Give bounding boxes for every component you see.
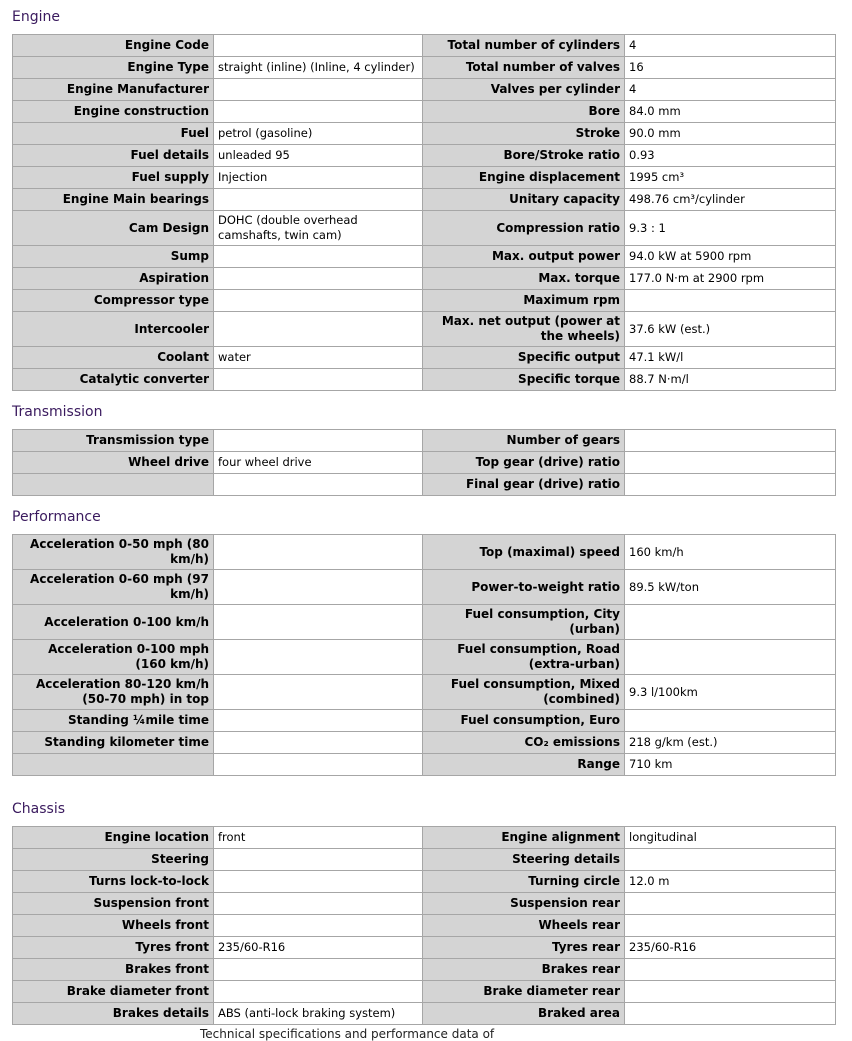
table-row	[13, 246, 836, 268]
spec-value	[214, 754, 423, 776]
spec-label: Power-to-weight ratio	[423, 570, 625, 605]
spec-value	[214, 101, 423, 123]
spec-label: Aspiration	[13, 268, 214, 290]
spec-label: Stroke	[423, 123, 625, 145]
spec-value: 235/60-R16	[214, 937, 423, 959]
spec-value	[214, 605, 423, 640]
spec-label: Engine Type	[13, 57, 214, 79]
spec-value: 47.1 kW/l	[625, 347, 836, 369]
spec-value	[214, 915, 423, 937]
spec-value	[214, 369, 423, 391]
spec-label: Acceleration 0-100 mph (160 km/h)	[13, 640, 214, 675]
spec-value	[214, 849, 423, 871]
spec-label: Fuel consumption, Mixed (combined)	[423, 675, 625, 710]
spec-label: Total number of valves	[423, 57, 625, 79]
spec-value	[214, 312, 423, 347]
spec-label: Sump	[13, 246, 214, 268]
table-row	[13, 430, 836, 452]
spec-label: Intercooler	[13, 312, 214, 347]
table-row	[13, 710, 836, 732]
spec-value	[214, 871, 423, 893]
spec-label: Total number of cylinders	[423, 35, 625, 57]
spec-value	[214, 535, 423, 570]
spec-value	[625, 1003, 836, 1025]
table-row	[13, 675, 836, 710]
spec-value: 498.76 cm³/cylinder	[625, 189, 836, 211]
table-row	[13, 827, 836, 849]
spec-label: Catalytic converter	[13, 369, 214, 391]
spec-value	[625, 290, 836, 312]
spec-value: water	[214, 347, 423, 369]
spec-label: Suspension rear	[423, 893, 625, 915]
spec-value	[214, 710, 423, 732]
spec-label: Top (maximal) speed	[423, 535, 625, 570]
spec-value: straight (inline) (Inline, 4 cylinder)	[214, 57, 423, 79]
spec-value	[214, 189, 423, 211]
chassis-heading: Chassis	[12, 801, 65, 817]
spec-label: Wheels front	[13, 915, 214, 937]
table-row	[13, 959, 836, 981]
spec-label: Fuel details	[13, 145, 214, 167]
spec-value: 94.0 kW at 5900 rpm	[625, 246, 836, 268]
spec-value	[214, 430, 423, 452]
spec-label	[13, 474, 214, 496]
spec-value: 235/60-R16	[625, 937, 836, 959]
chassis-table	[12, 826, 836, 1025]
spec-label: Bore/Stroke ratio	[423, 145, 625, 167]
spec-label: Maximum rpm	[423, 290, 625, 312]
table-row	[13, 268, 836, 290]
spec-label: Compression ratio	[423, 211, 625, 246]
spec-label: Transmission type	[13, 430, 214, 452]
table-row	[13, 145, 836, 167]
spec-value: DOHC (double overhead camshafts, twin cam)	[214, 211, 423, 246]
spec-label: Brakes front	[13, 959, 214, 981]
spec-value: 4	[625, 79, 836, 101]
transmission-heading: Transmission	[12, 404, 103, 420]
spec-value: 9.3 l/100km	[625, 675, 836, 710]
spec-value	[625, 849, 836, 871]
spec-label: Brakes rear	[423, 959, 625, 981]
spec-label: Fuel consumption, Euro	[423, 710, 625, 732]
spec-label: Max. output power	[423, 246, 625, 268]
spec-label: Brake diameter rear	[423, 981, 625, 1003]
table-row	[13, 849, 836, 871]
spec-label: Specific torque	[423, 369, 625, 391]
spec-label: CO₂ emissions	[423, 732, 625, 754]
spec-label: Final gear (drive) ratio	[423, 474, 625, 496]
spec-label: Specific output	[423, 347, 625, 369]
engine-table	[12, 34, 836, 391]
table-row	[13, 915, 836, 937]
spec-label: Coolant	[13, 347, 214, 369]
table-row	[13, 640, 836, 675]
table-row	[13, 937, 836, 959]
spec-value: 218 g/km (est.)	[625, 732, 836, 754]
spec-value	[625, 605, 836, 640]
table-row	[13, 312, 836, 347]
table-row	[13, 570, 836, 605]
spec-value	[214, 268, 423, 290]
spec-label: Engine construction	[13, 101, 214, 123]
performance-table	[12, 534, 836, 776]
table-row	[13, 893, 836, 915]
engine-heading: Engine	[12, 9, 60, 25]
spec-label: Acceleration 0-60 mph (97 km/h)	[13, 570, 214, 605]
spec-label: Engine Main bearings	[13, 189, 214, 211]
spec-value: four wheel drive	[214, 452, 423, 474]
spec-label: Bore	[423, 101, 625, 123]
table-row	[13, 452, 836, 474]
spec-label: Engine displacement	[423, 167, 625, 189]
table-row	[13, 123, 836, 145]
spec-value	[625, 981, 836, 1003]
spec-label: Unitary capacity	[423, 189, 625, 211]
spec-label: Engine Code	[13, 35, 214, 57]
table-row	[13, 167, 836, 189]
spec-value	[214, 35, 423, 57]
spec-label: Number of gears	[423, 430, 625, 452]
spec-label: Steering details	[423, 849, 625, 871]
footnote: Technical specifications and performance data of	[200, 1027, 495, 1041]
spec-value: 160 km/h	[625, 535, 836, 570]
spec-label: Brake diameter front	[13, 981, 214, 1003]
table-row	[13, 369, 836, 391]
spec-label: Engine Manufacturer	[13, 79, 214, 101]
spec-label: Engine alignment	[423, 827, 625, 849]
table-row	[13, 79, 836, 101]
spec-label: Turning circle	[423, 871, 625, 893]
table-row	[13, 189, 836, 211]
spec-label: Steering	[13, 849, 214, 871]
spec-value: longitudinal	[625, 827, 836, 849]
spec-value: petrol (gasoline)	[214, 123, 423, 145]
spec-value	[214, 246, 423, 268]
spec-value	[214, 640, 423, 675]
spec-label: Standing ¼mile time	[13, 710, 214, 732]
spec-value	[214, 732, 423, 754]
spec-label: Compressor type	[13, 290, 214, 312]
spec-value: 37.6 kW (est.)	[625, 312, 836, 347]
spec-value	[214, 675, 423, 710]
spec-value: 12.0 m	[625, 871, 836, 893]
spec-value	[214, 570, 423, 605]
spec-label	[13, 754, 214, 776]
spec-label: Fuel	[13, 123, 214, 145]
spec-label: Tyres rear	[423, 937, 625, 959]
spec-value	[214, 290, 423, 312]
table-row	[13, 871, 836, 893]
table-row	[13, 347, 836, 369]
spec-label: Engine location	[13, 827, 214, 849]
spec-label: Acceleration 80-120 km/h (50-70 mph) in top	[13, 675, 214, 710]
spec-label: Tyres front	[13, 937, 214, 959]
table-row	[13, 605, 836, 640]
table-row	[13, 535, 836, 570]
spec-label: Max. torque	[423, 268, 625, 290]
table-row	[13, 211, 836, 246]
spec-label: Acceleration 0-100 km/h	[13, 605, 214, 640]
spec-value	[625, 915, 836, 937]
spec-label: Brakes details	[13, 1003, 214, 1025]
spec-value	[214, 893, 423, 915]
spec-label: Wheel drive	[13, 452, 214, 474]
table-row	[13, 57, 836, 79]
spec-value	[625, 430, 836, 452]
spec-value: 84.0 mm	[625, 101, 836, 123]
spec-label: Fuel consumption, City (urban)	[423, 605, 625, 640]
spec-label: Range	[423, 754, 625, 776]
spec-label: Standing kilometer time	[13, 732, 214, 754]
spec-value: 16	[625, 57, 836, 79]
spec-value: unleaded 95	[214, 145, 423, 167]
transmission-table	[12, 429, 836, 496]
table-row	[13, 754, 836, 776]
spec-value: ABS (anti-lock braking system)	[214, 1003, 423, 1025]
performance-heading: Performance	[12, 509, 101, 525]
spec-value: front	[214, 827, 423, 849]
spec-value	[214, 474, 423, 496]
spec-value: 90.0 mm	[625, 123, 836, 145]
spec-label: Cam Design	[13, 211, 214, 246]
spec-value: 88.7 N·m/l	[625, 369, 836, 391]
spec-value	[625, 474, 836, 496]
spec-value: 710 km	[625, 754, 836, 776]
spec-value	[625, 893, 836, 915]
spec-value	[214, 959, 423, 981]
spec-label: Acceleration 0-50 mph (80 km/h)	[13, 535, 214, 570]
table-row	[13, 101, 836, 123]
spec-value: 0.93	[625, 145, 836, 167]
table-row	[13, 981, 836, 1003]
spec-label: Max. net output (power at the wheels)	[423, 312, 625, 347]
spec-value	[625, 640, 836, 675]
table-row	[13, 290, 836, 312]
spec-value: 1995 cm³	[625, 167, 836, 189]
table-row	[13, 1003, 836, 1025]
spec-value	[214, 981, 423, 1003]
spec-label: Fuel supply	[13, 167, 214, 189]
spec-label: Fuel consumption, Road (extra-urban)	[423, 640, 625, 675]
table-row	[13, 474, 836, 496]
spec-label: Braked area	[423, 1003, 625, 1025]
table-row	[13, 35, 836, 57]
spec-value: 4	[625, 35, 836, 57]
spec-label: Wheels rear	[423, 915, 625, 937]
spec-label: Top gear (drive) ratio	[423, 452, 625, 474]
spec-value: 177.0 N·m at 2900 rpm	[625, 268, 836, 290]
spec-label: Suspension front	[13, 893, 214, 915]
spec-value: 89.5 kW/ton	[625, 570, 836, 605]
spec-label: Turns lock-to-lock	[13, 871, 214, 893]
spec-value: Injection	[214, 167, 423, 189]
spec-value: 9.3 : 1	[625, 211, 836, 246]
spec-value	[214, 79, 423, 101]
spec-label: Valves per cylinder	[423, 79, 625, 101]
spec-value	[625, 710, 836, 732]
spec-value	[625, 452, 836, 474]
spec-value	[625, 959, 836, 981]
table-row	[13, 732, 836, 754]
